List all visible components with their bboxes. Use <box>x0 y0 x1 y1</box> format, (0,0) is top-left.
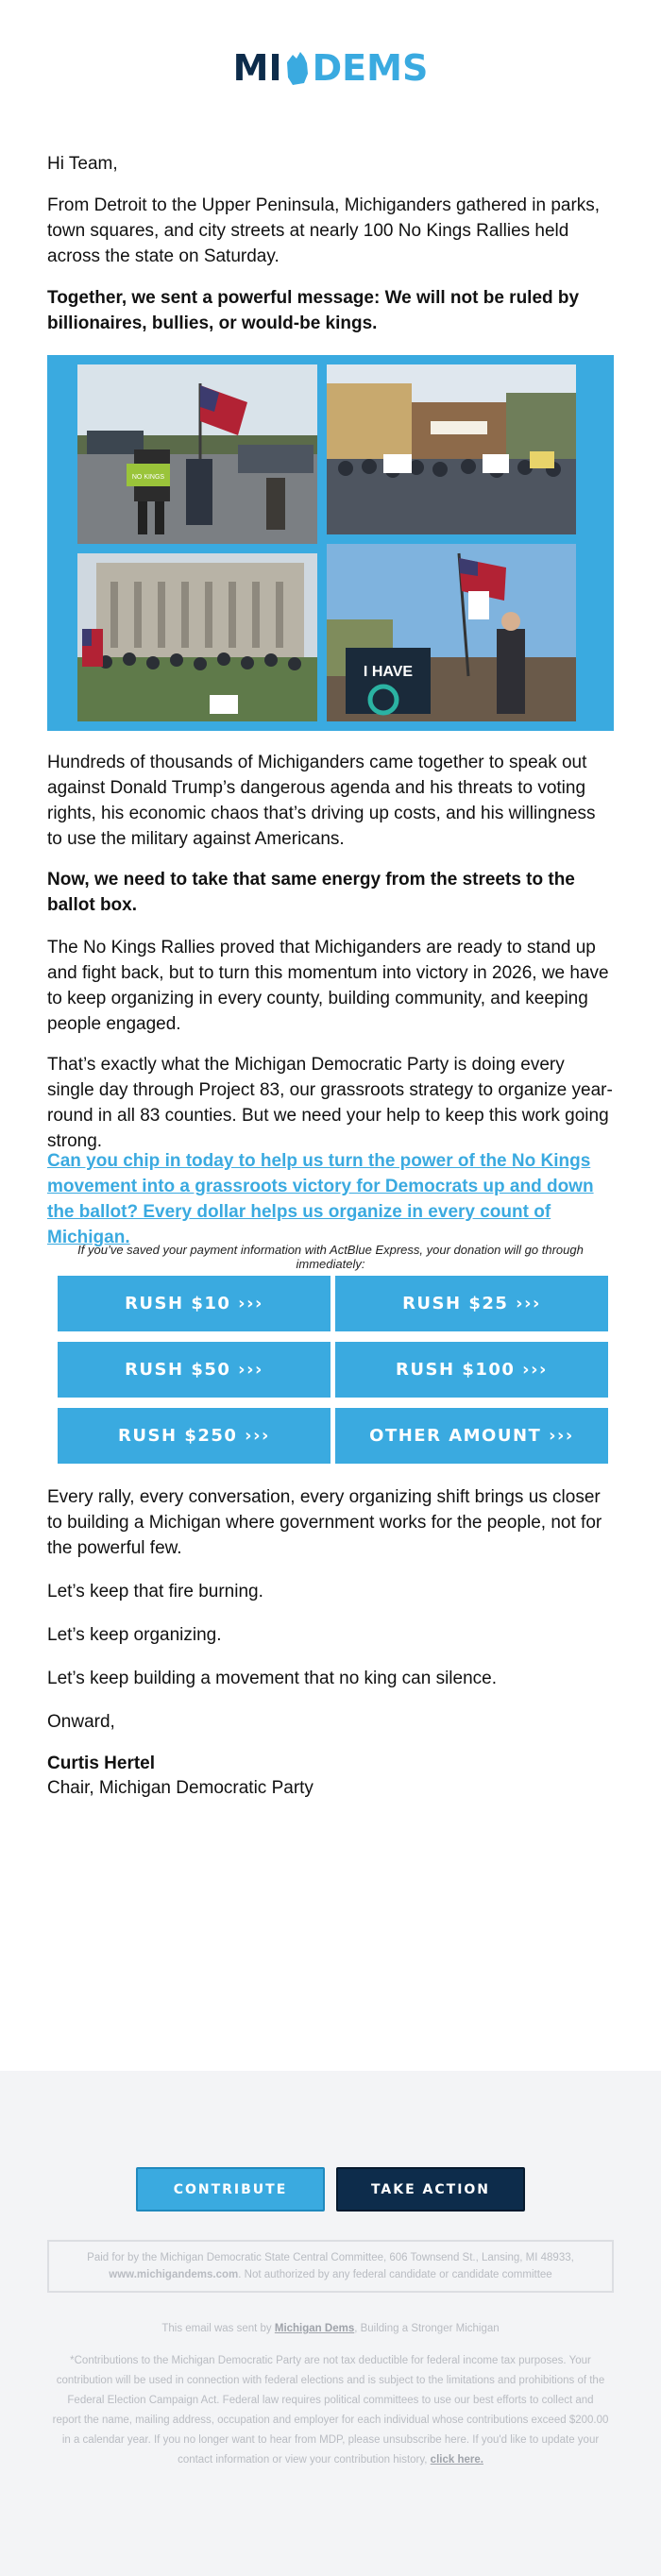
other-amount-button[interactable]: OTHER AMOUNT ››› <box>335 1408 608 1464</box>
paid-for-disclaimer <box>47 2240 614 2293</box>
click-here-link[interactable]: click here. <box>430 2454 483 2466</box>
rush-50-button[interactable]: RUSH $50 ››› <box>58 1342 330 1398</box>
michigan-mitten-icon <box>283 49 312 87</box>
greeting: Hi Team, <box>47 154 118 174</box>
impact-paragraph: Hundreds of thousands of Michiganders came together to speak out against Donald Trump’s dangerous agenda and his threats to voting rights, his economic chaos that’s driving up costs, and his willingness to use the military against Americans. <box>47 753 596 849</box>
contribute-button[interactable]: CONTRIBUTE <box>136 2167 325 2212</box>
protester-sign-text: I HAVE <box>363 664 414 680</box>
rush-250-button[interactable]: RUSH $250 ››› <box>58 1408 330 1464</box>
rally-sign-text: NO KINGS <box>131 474 165 481</box>
momentum-paragraph: The No Kings Rallies proved that Michiganders are ready to stand up and fight back, but to turn this momentum into victory in 2026, we have to keep organizing in every county, building community, and keeping people engaged. <box>47 938 609 1034</box>
sent-by-suffix: , Building a Stronger Michigan <box>354 2323 500 2334</box>
rush-25-button[interactable]: RUSH $25 ››› <box>335 1276 608 1331</box>
signature-name: Curtis Hertel <box>47 1754 156 1773</box>
logo-mi-text: MI <box>232 47 282 89</box>
project83-paragraph: That’s exactly what the Michigan Democratic Party is doing every single day through Project 83, our grassroots strategy to organize year-round in all 83 counties. But we need your help to keep this work going strong. <box>47 1055 613 1151</box>
actblue-express-note: If you’ve saved your payment information with ActBlue Express, your donation will go through immediately: <box>77 1243 584 1271</box>
legal-disclaimer <box>52 2351 609 2470</box>
paid-for-line2: . Not authorized by any federal candidate or candidate committee <box>238 2269 552 2280</box>
midems-logo <box>233 47 429 89</box>
signature-title: Chair, Michigan Democratic Party <box>47 1778 314 1798</box>
rally-photo-capitol <box>77 553 317 721</box>
header-logo[interactable] <box>0 45 661 91</box>
michigan-dems-link[interactable]: Michigan Dems <box>274 2323 355 2334</box>
donate-cta-link[interactable]: Can you chip in today to help us turn the power of the No Kings movement into a grassroots victory for Democrats up and down the ballot? Every dollar helps us organize in every count of Michigan. <box>47 1151 594 1247</box>
ballot-box-paragraph: Now, we need to take that same energy from the streets to the ballot box. <box>47 870 575 915</box>
paid-for-line2-wrap <box>109 2266 551 2283</box>
message-paragraph: Together, we sent a powerful message: We will not be ruled by billionaires, bullies, or would-be kings. <box>47 288 580 333</box>
take-action-button[interactable]: TAKE ACTION <box>336 2167 525 2212</box>
logo-dems-text: DEMS <box>312 47 429 89</box>
intro-paragraph: From Detroit to the Upper Peninsula, Michiganders gathered in parks, town squares, and city streets at nearly 100 No Kings Rallies held across the state on Saturday. <box>47 195 601 266</box>
rally-photo-flag-sign <box>77 364 317 544</box>
fire-burning-line: Let’s keep that fire burning. <box>47 1582 263 1602</box>
rally-photo-collage <box>47 355 614 731</box>
rush-100-button[interactable]: RUSH $100 ››› <box>335 1342 608 1398</box>
legal-text: *Contributions to the Michigan Democratic Party are not tax deductible for federal income tax purposes. Your contribution will be used in connection with federal elections and is subject to the limitations and prohibitions of the Federal Election Campaign Act. Federal law requires political committees to use our best efforts to collect and report the name, mailing address, occupation and employer for each individual whose contributions exceed $200.00 in a calendar year. If you no longer want to hear from MDP, please unsubscribe here. If you'd like to update your contact information or view your contribution history, <box>52 2355 609 2466</box>
sent-by-line <box>47 2319 614 2339</box>
sent-by-prefix: This email was sent by <box>161 2323 275 2334</box>
paid-for-line1: Paid for by the Michigan Democratic State Central Committee, 606 Townsend St., Lansing, MI 48933, <box>87 2252 574 2263</box>
rally-photo-crowd-street <box>327 364 576 534</box>
keep-organizing-line: Let’s keep organizing. <box>47 1625 222 1645</box>
paid-for-website: www.michigandems.com <box>109 2269 239 2280</box>
rally-photo-flag-protester <box>327 544 576 721</box>
rush-10-button[interactable]: RUSH $10 ››› <box>58 1276 330 1331</box>
signoff: Onward, <box>47 1712 115 1732</box>
closing-paragraph: Every rally, every conversation, every organizing shift brings us closer to building a Michigan where government works for the people, not for the powerful few. <box>47 1487 602 1558</box>
movement-line: Let’s keep building a movement that no king can silence. <box>47 1669 498 1688</box>
